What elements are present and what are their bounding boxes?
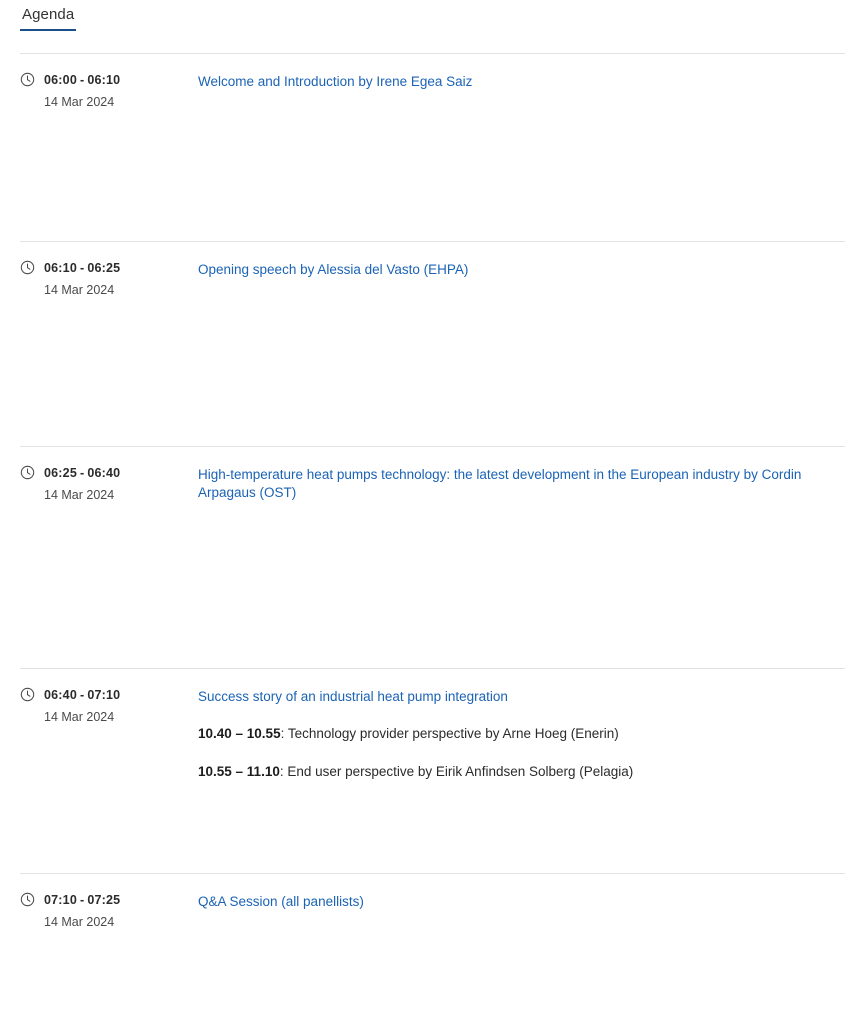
agenda-row bbox=[20, 668, 845, 873]
session-time-separator: - bbox=[79, 465, 85, 480]
session-title-link[interactable]: Opening speech by Alessia del Vasto (EHPA) bbox=[198, 262, 469, 277]
clock-icon bbox=[20, 260, 35, 275]
session-content bbox=[198, 892, 845, 911]
session-time bbox=[20, 260, 198, 275]
session-time-column bbox=[20, 465, 198, 502]
session-time bbox=[20, 72, 198, 87]
session-sub-item bbox=[198, 763, 825, 782]
session-title-link[interactable]: High-temperature heat pumps technology: the latest development in the European industry by Cordin Arpagaus (OST) bbox=[198, 467, 802, 501]
session-date: 14 Mar 2024 bbox=[44, 710, 115, 724]
session-start-time: 06:40 bbox=[44, 687, 77, 702]
session-start-time: 07:10 bbox=[44, 892, 77, 907]
agenda-row bbox=[20, 873, 845, 968]
sub-item-time: 10.40 – 10.55 bbox=[198, 726, 281, 742]
clock-icon bbox=[20, 465, 35, 480]
session-start-time: 06:00 bbox=[44, 72, 77, 87]
session-content bbox=[198, 465, 845, 502]
session-time-column bbox=[20, 892, 198, 929]
session-time-separator: - bbox=[79, 72, 85, 87]
session-end-time: 07:25 bbox=[87, 892, 121, 907]
session-time bbox=[20, 465, 198, 480]
session-end-time: 06:40 bbox=[87, 465, 121, 480]
sub-item-time: 10.55 – 11.10 bbox=[198, 764, 280, 780]
session-time-separator: - bbox=[79, 687, 85, 702]
session-title-link[interactable]: Q&A Session (all panellists) bbox=[198, 894, 364, 909]
session-content bbox=[198, 260, 845, 279]
sub-item-text: : Technology provider perspective by Arne Hoeg (Enerin) bbox=[280, 726, 619, 742]
session-date: 14 Mar 2024 bbox=[44, 283, 115, 297]
session-time-separator: - bbox=[79, 260, 85, 275]
session-date: 14 Mar 2024 bbox=[44, 95, 115, 109]
session-title-link[interactable]: Welcome and Introduction by Irene Egea Saiz bbox=[198, 74, 473, 89]
session-start-time: 06:25 bbox=[44, 465, 77, 480]
session-title-link[interactable]: Success story of an industrial heat pump integration bbox=[198, 689, 508, 704]
session-sub-item bbox=[198, 725, 825, 744]
session-time bbox=[20, 892, 198, 907]
sub-item-text: : End user perspective by Eirik Anfindsen Solberg (Pelagia) bbox=[279, 764, 634, 780]
session-start-time: 06:10 bbox=[44, 260, 77, 275]
session-content bbox=[198, 687, 845, 782]
agenda-row bbox=[20, 241, 845, 446]
session-time bbox=[20, 687, 198, 702]
session-time-separator: - bbox=[79, 892, 85, 907]
tab-bar bbox=[20, 0, 845, 31]
session-content bbox=[198, 72, 845, 91]
agenda-list bbox=[20, 53, 845, 968]
session-end-time: 07:10 bbox=[87, 687, 121, 702]
session-end-time: 06:10 bbox=[87, 72, 121, 87]
session-time-column bbox=[20, 260, 198, 297]
clock-icon bbox=[20, 72, 35, 87]
tab-agenda[interactable]: Agenda bbox=[20, 6, 76, 31]
clock-icon bbox=[20, 687, 35, 702]
agenda-row bbox=[20, 53, 845, 241]
clock-icon bbox=[20, 892, 35, 907]
session-date: 14 Mar 2024 bbox=[44, 488, 115, 502]
session-date: 14 Mar 2024 bbox=[44, 915, 115, 929]
session-time-column bbox=[20, 72, 198, 109]
session-end-time: 06:25 bbox=[87, 260, 121, 275]
session-time-column bbox=[20, 687, 198, 724]
agenda-row bbox=[20, 446, 845, 668]
